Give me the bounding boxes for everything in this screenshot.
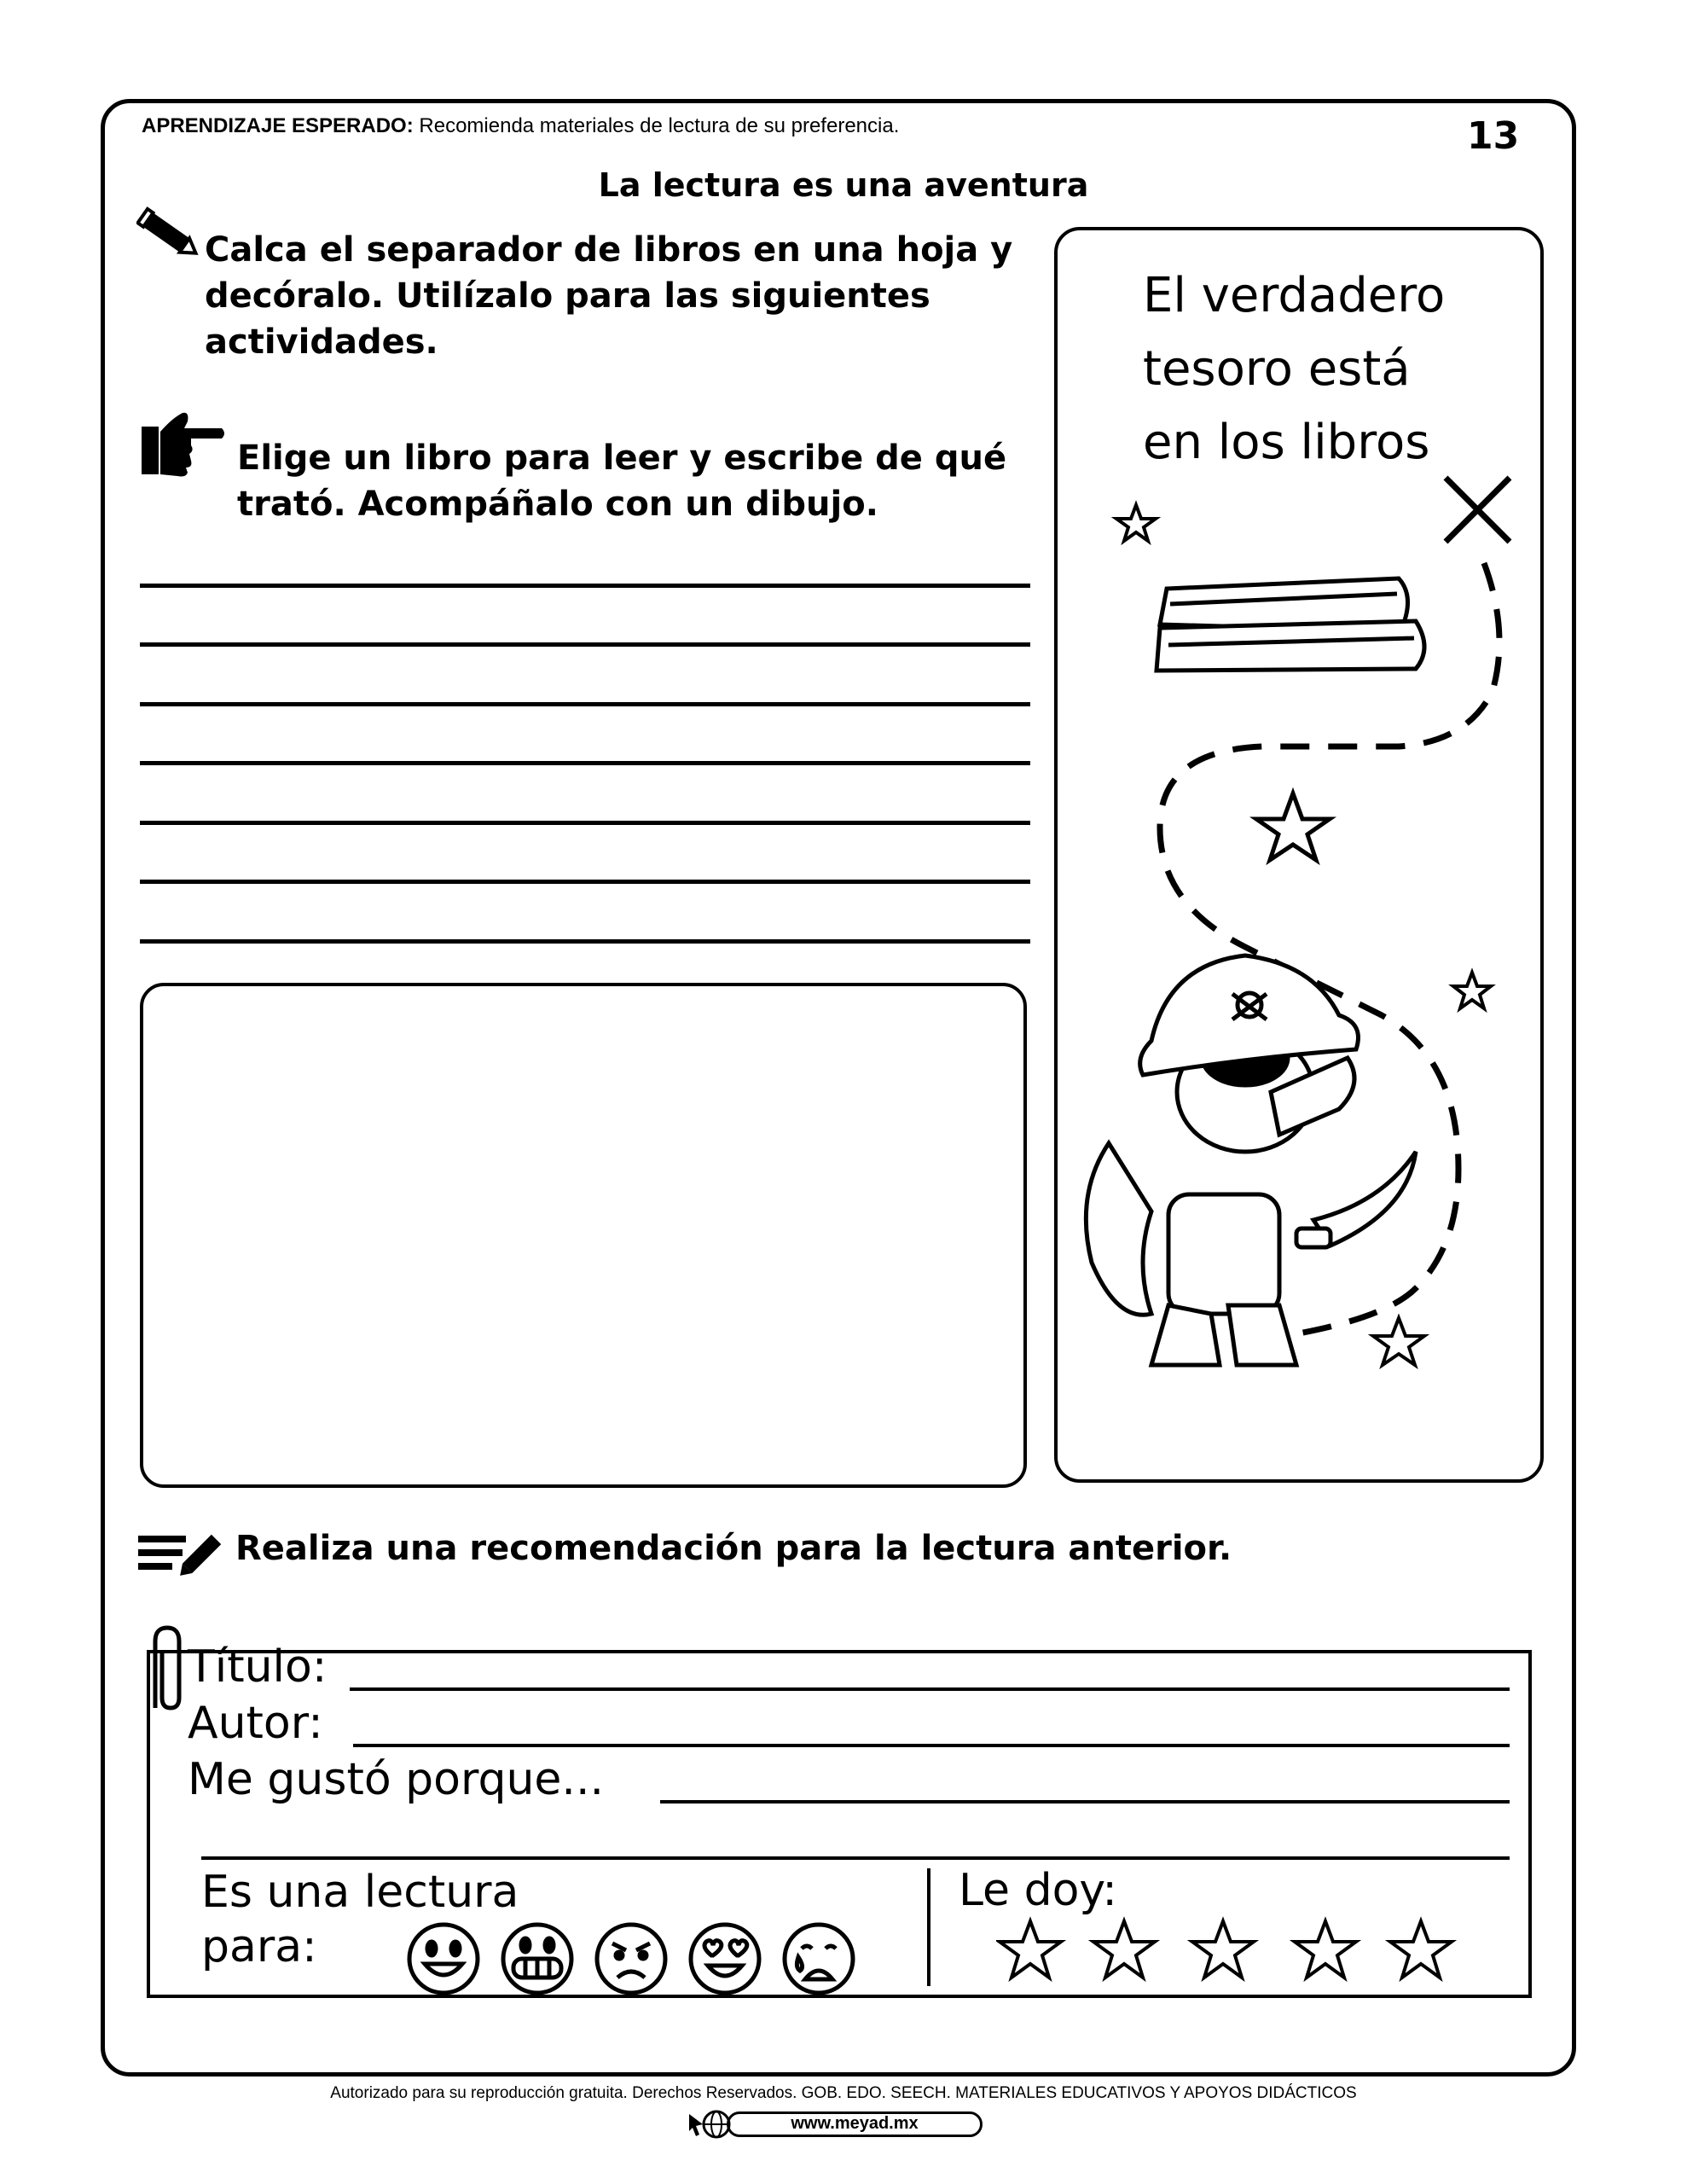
pirate-wolf-icon <box>1086 956 1416 1365</box>
page-title: La lectura es una aventura <box>598 166 1089 204</box>
give-label: Le doy: <box>959 1865 1117 1916</box>
author-label: Autor: <box>188 1698 323 1749</box>
title-line <box>350 1687 1510 1691</box>
writing-line <box>140 642 1030 647</box>
rating-star-icon[interactable] <box>1390 1921 1452 1978</box>
paperclip-icon <box>145 1623 188 1716</box>
instruction-recommend: Realiza una recomendación para la lectura anterior. <box>235 1529 1232 1568</box>
love-face-icon[interactable] <box>691 1925 759 1993</box>
bookmark-quote <box>1143 259 1518 479</box>
page-number: 13 <box>1467 114 1520 158</box>
star-icon <box>1373 1318 1424 1365</box>
extra-line <box>201 1856 1510 1860</box>
card-divider <box>927 1868 930 1986</box>
writing-line <box>140 702 1030 706</box>
rating-stars <box>996 1916 1474 1984</box>
rating-star-icon[interactable] <box>1192 1921 1254 1978</box>
write-list-icon <box>138 1527 223 1578</box>
rating-star-icon[interactable] <box>1093 1921 1155 1978</box>
reading-for-line: para: <box>201 1921 317 1972</box>
bookmark-quote-line: tesoro está <box>1143 341 1411 397</box>
bookmark-quote-line: El verdadero <box>1143 268 1446 323</box>
instruction-trace-bookmark: Calca el separador de libros en una hoja y decóralo. Utilízalo para las siguientes actividades. <box>205 230 1013 362</box>
rating-star-icon[interactable] <box>1000 1921 1061 1978</box>
crying-face-icon[interactable] <box>785 1925 853 1993</box>
pointing-hand-icon <box>138 408 227 479</box>
writing-line <box>140 880 1030 884</box>
writing-line <box>140 761 1030 765</box>
writing-line <box>140 939 1030 944</box>
happy-face-icon[interactable] <box>409 1925 478 1993</box>
liked-because-line <box>660 1800 1510 1804</box>
title-label: Título: <box>188 1641 328 1693</box>
angry-face-icon[interactable] <box>597 1925 665 1993</box>
star-icon <box>1453 973 1491 1008</box>
writing-line <box>140 584 1030 588</box>
footer-rights: Autorizado para su reproducción gratuita. Derechos Reservados. GOB. EDO. SEECH. MATERIALES EDUCATIVOS Y APOYOS DIDÁCTICOS <box>330 2084 1357 2102</box>
writing-line <box>140 821 1030 825</box>
drawing-box <box>140 983 1027 1488</box>
footer-url[interactable]: www.meyad.mx <box>791 2114 919 2133</box>
expected-learning-text: Recomienda materiales de lectura de su preferencia. <box>419 114 900 137</box>
rating-star-icon[interactable] <box>1295 1921 1356 1978</box>
star-icon <box>1116 505 1156 541</box>
star-icon <box>1256 793 1330 860</box>
expected-learning-label: APRENDIZAJE ESPERADO: <box>142 114 414 137</box>
author-line <box>353 1744 1510 1747</box>
reading-faces <box>401 1918 878 2000</box>
grimace-face-icon[interactable] <box>503 1925 571 1993</box>
x-mark-icon <box>1446 478 1510 542</box>
expected-learning <box>142 114 899 138</box>
liked-because-label: Me gustó porque... <box>188 1754 605 1805</box>
globe-cursor-icon <box>687 2107 732 2141</box>
instruction-choose-book: Elige un libro para leer y escribe de qué trató. Acompáñalo con un dibujo. <box>237 439 1007 524</box>
bookmark-quote-line: en los libros <box>1143 415 1430 470</box>
pencil-icon <box>136 205 205 266</box>
bookmark-illustration <box>1058 461 1540 1476</box>
reading-for-line: Es una lectura <box>201 1867 519 1918</box>
books-icon <box>1157 578 1424 671</box>
